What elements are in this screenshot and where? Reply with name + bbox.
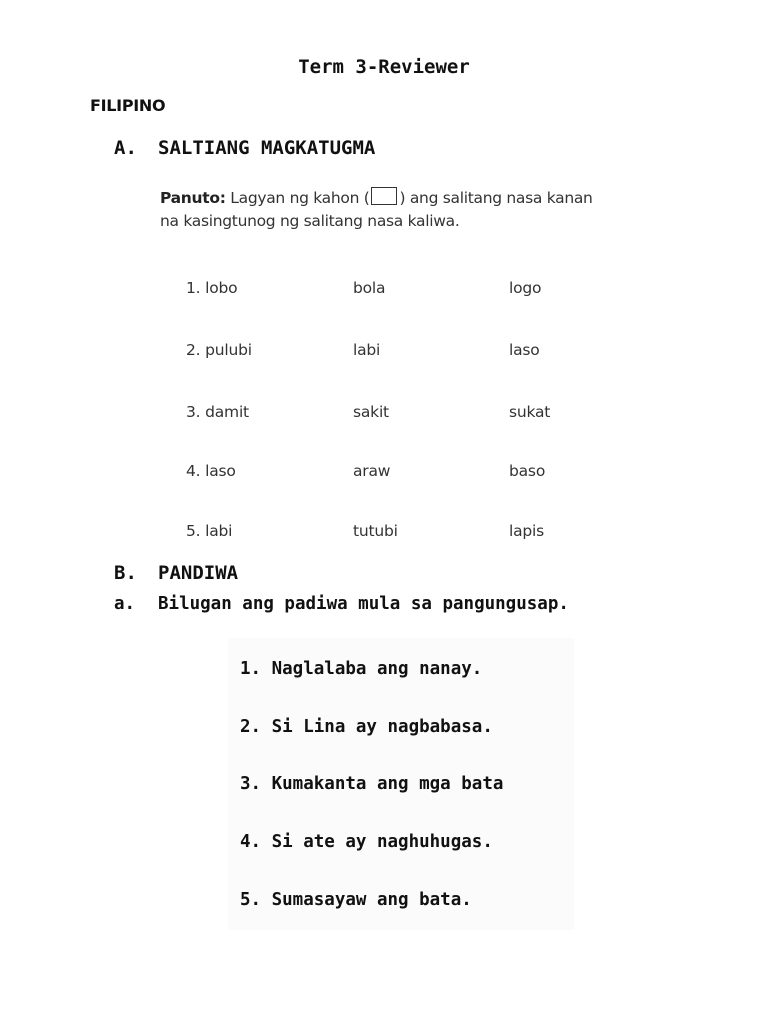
row-1-word-2: logo <box>509 279 542 297</box>
instruction-text-before-box: Lagyan ng kahon ( <box>230 189 370 207</box>
row-3-word-1: sakit <box>353 403 389 421</box>
subject-heading: FILIPINO <box>90 96 166 115</box>
row-5-word-1: tutubi <box>353 522 398 540</box>
section-a-letter: A. <box>114 137 137 159</box>
row-2-item: 2. pulubi <box>186 341 252 359</box>
row-4-word-2: baso <box>509 462 546 480</box>
row-1-word-1: bola <box>353 279 386 297</box>
row-2-word-1: labi <box>353 341 381 359</box>
sentence-3: 3. Kumakanta ang mga bata <box>240 774 504 794</box>
sentence-5: 5. Sumasayaw ang bata. <box>240 890 472 910</box>
row-1-item: 1. lobo <box>186 279 238 297</box>
row-3-item: 3. damit <box>186 403 249 421</box>
section-b-letter: B. <box>114 562 137 584</box>
instruction-text-after-box: ) ang salitang nasa kanan <box>399 189 593 207</box>
box-icon <box>371 187 397 205</box>
section-b-title: PANDIWA <box>158 562 239 584</box>
instruction-line-1 <box>160 187 593 207</box>
row-5-item: 5. labi <box>186 522 233 540</box>
row-5-word-2: lapis <box>509 522 545 540</box>
subsection-a-letter: a. <box>114 594 136 614</box>
instruction-label: Panuto: <box>160 189 226 207</box>
section-a-title: SALTIANG MAGKATUGMA <box>158 137 376 159</box>
row-2-word-2: laso <box>509 341 540 359</box>
subsection-a-instruction: Bilugan ang padiwa mula sa pangungusap. <box>158 594 569 614</box>
instruction-line-2: na kasingtunog ng salitang nasa kaliwa. <box>160 212 460 230</box>
page-title: Term 3-Reviewer <box>298 56 470 78</box>
row-3-word-2: sukat <box>509 403 551 421</box>
sentence-4: 4. Si ate ay naghuhugas. <box>240 832 493 852</box>
row-4-item: 4. laso <box>186 462 236 480</box>
sentence-2: 2. Si Lina ay nagbabasa. <box>240 717 493 737</box>
sentence-1: 1. Naglalaba ang nanay. <box>240 659 483 679</box>
row-4-word-1: araw <box>353 462 391 480</box>
